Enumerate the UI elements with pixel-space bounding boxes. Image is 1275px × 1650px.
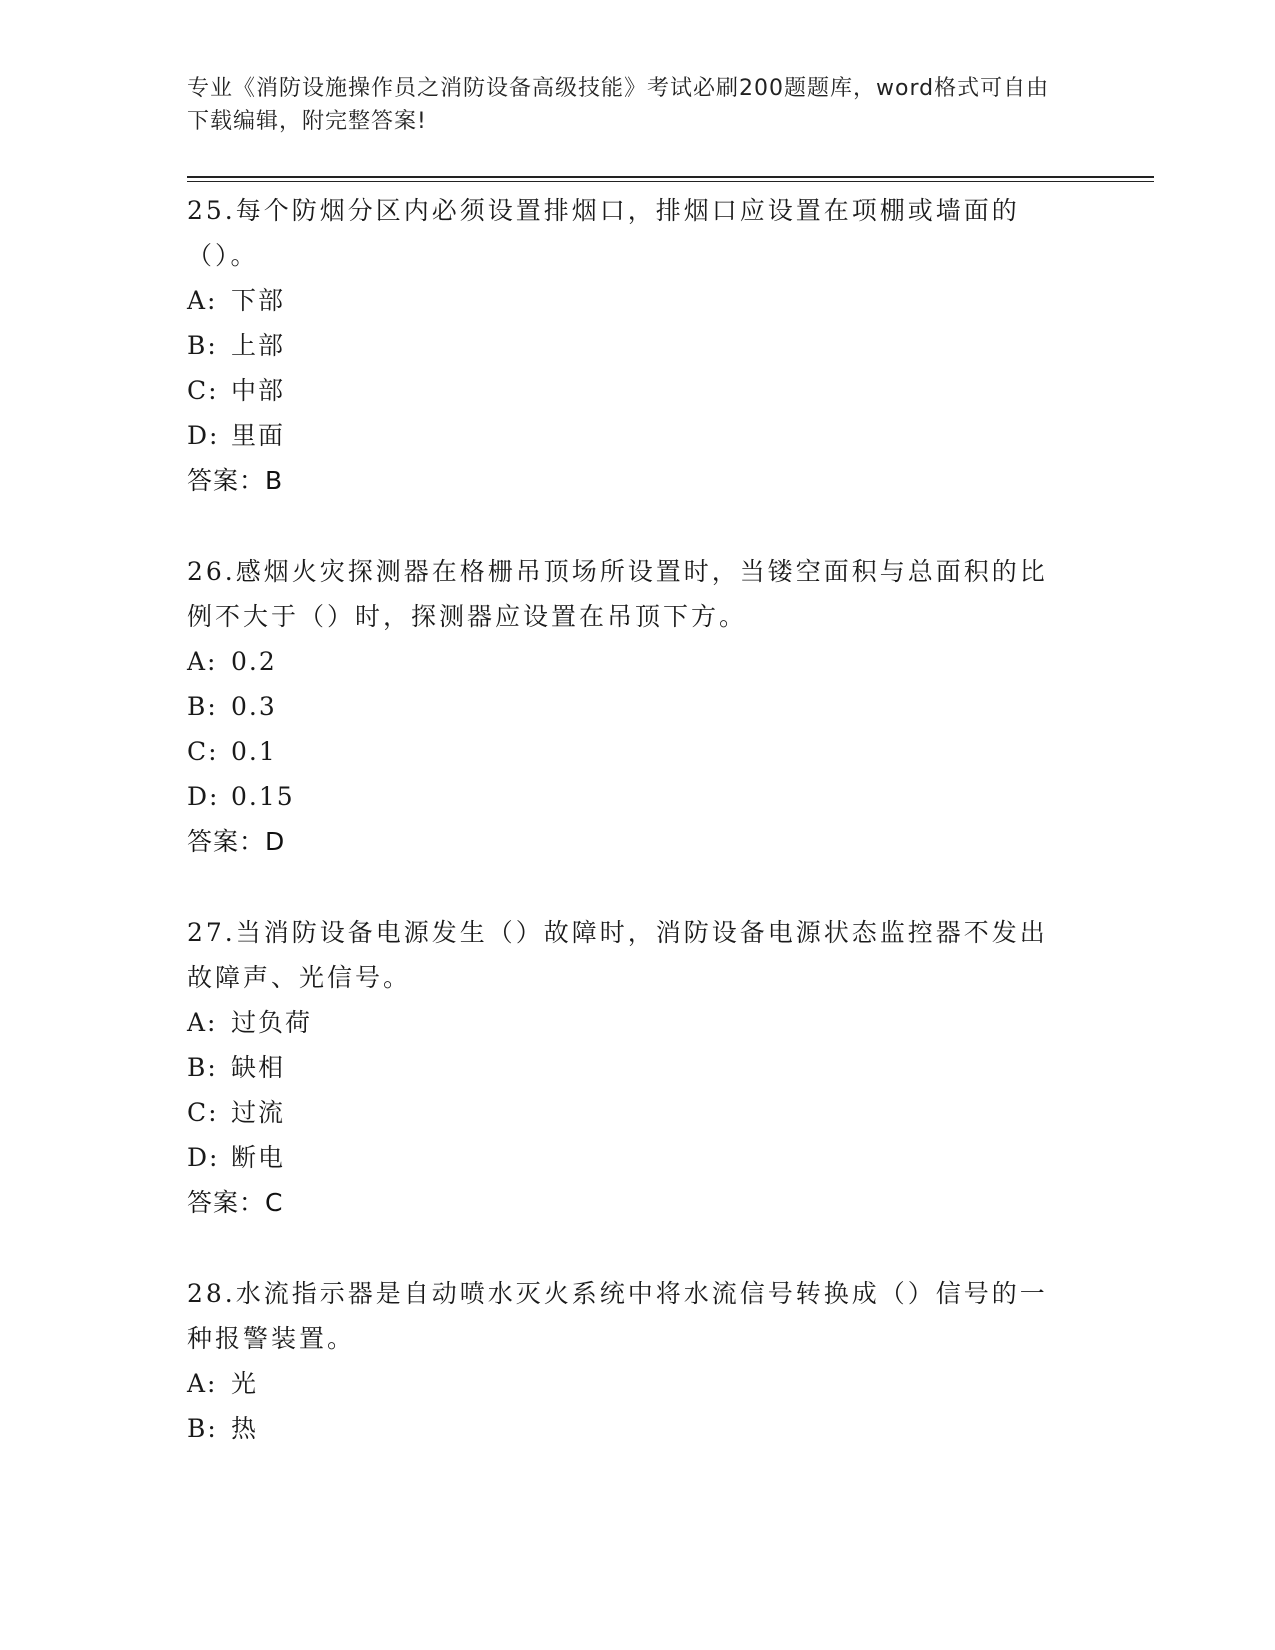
option-text: 光: [231, 1369, 259, 1398]
option-letter: C:: [187, 737, 219, 766]
option-text: 缺相: [231, 1053, 286, 1082]
option-text: 上部: [231, 331, 286, 360]
option-b: [187, 1406, 1087, 1451]
answer-line: 答案：B: [187, 466, 284, 495]
header-divider: [187, 176, 1154, 178]
question-stem: 27.当消防设备电源发生（）故障时，消防设备电源状态监控器不发出故障声、光信号。: [187, 918, 1048, 992]
question-27: [187, 910, 1087, 1225]
option-a: [187, 278, 1087, 323]
option-c: [187, 368, 1087, 413]
option-letter: D:: [187, 782, 220, 811]
header-divider-thin: [187, 181, 1154, 182]
option-letter: C:: [187, 376, 219, 405]
option-text: 0.3: [231, 692, 277, 721]
option-d: [187, 413, 1087, 458]
option-text: 里面: [231, 421, 286, 450]
option-letter: A:: [187, 1008, 218, 1037]
answer-line: 答案：D: [187, 827, 286, 856]
option-b: [187, 1045, 1087, 1090]
option-b: [187, 684, 1087, 729]
option-letter: A:: [187, 647, 218, 676]
option-text: 0.2: [231, 647, 277, 676]
option-text: 过流: [231, 1098, 286, 1127]
option-a: [187, 1000, 1087, 1045]
option-d: [187, 774, 1087, 819]
option-text: 断电: [231, 1143, 286, 1172]
option-text: 0.15: [231, 782, 295, 811]
option-a: [187, 639, 1087, 684]
document-header: 专业《消防设施操作员之消防设备高级技能》考试必刷200题题库，word格式可自由下载编辑，附完整答案!: [187, 76, 1050, 134]
option-letter: B:: [187, 1053, 218, 1082]
question-26: [187, 549, 1087, 864]
option-c: [187, 1090, 1087, 1135]
question-list: [187, 188, 1087, 1497]
answer-line: 答案：C: [187, 1188, 284, 1217]
option-letter: B:: [187, 692, 218, 721]
question-stem: 28.水流指示器是自动喷水灭火系统中将水流信号转换成（）信号的一种报警装置。: [187, 1279, 1048, 1353]
option-letter: D:: [187, 421, 220, 450]
option-text: 过负荷: [231, 1008, 313, 1037]
option-text: 0.1: [231, 737, 277, 766]
option-letter: A:: [187, 1369, 218, 1398]
option-letter: D:: [187, 1143, 220, 1172]
option-text: 下部: [231, 286, 286, 315]
question-25: [187, 188, 1087, 503]
option-d: [187, 1135, 1087, 1180]
option-c: [187, 729, 1087, 774]
option-b: [187, 323, 1087, 368]
option-text: 热: [231, 1414, 259, 1443]
option-letter: A:: [187, 286, 218, 315]
option-a: [187, 1361, 1087, 1406]
option-letter: C:: [187, 1098, 219, 1127]
question-28: [187, 1271, 1087, 1451]
option-text: 中部: [231, 376, 286, 405]
option-letter: B:: [187, 331, 218, 360]
option-letter: B:: [187, 1414, 218, 1443]
question-stem: 26.感烟火灾探测器在格栅吊顶场所设置时，当镂空面积与总面积的比例不大于（）时，探测器应设置在吊顶下方。: [187, 557, 1048, 631]
question-stem: 25.每个防烟分区内必须设置排烟口，排烟口应设置在项棚或墙面的（）。: [187, 196, 1020, 270]
